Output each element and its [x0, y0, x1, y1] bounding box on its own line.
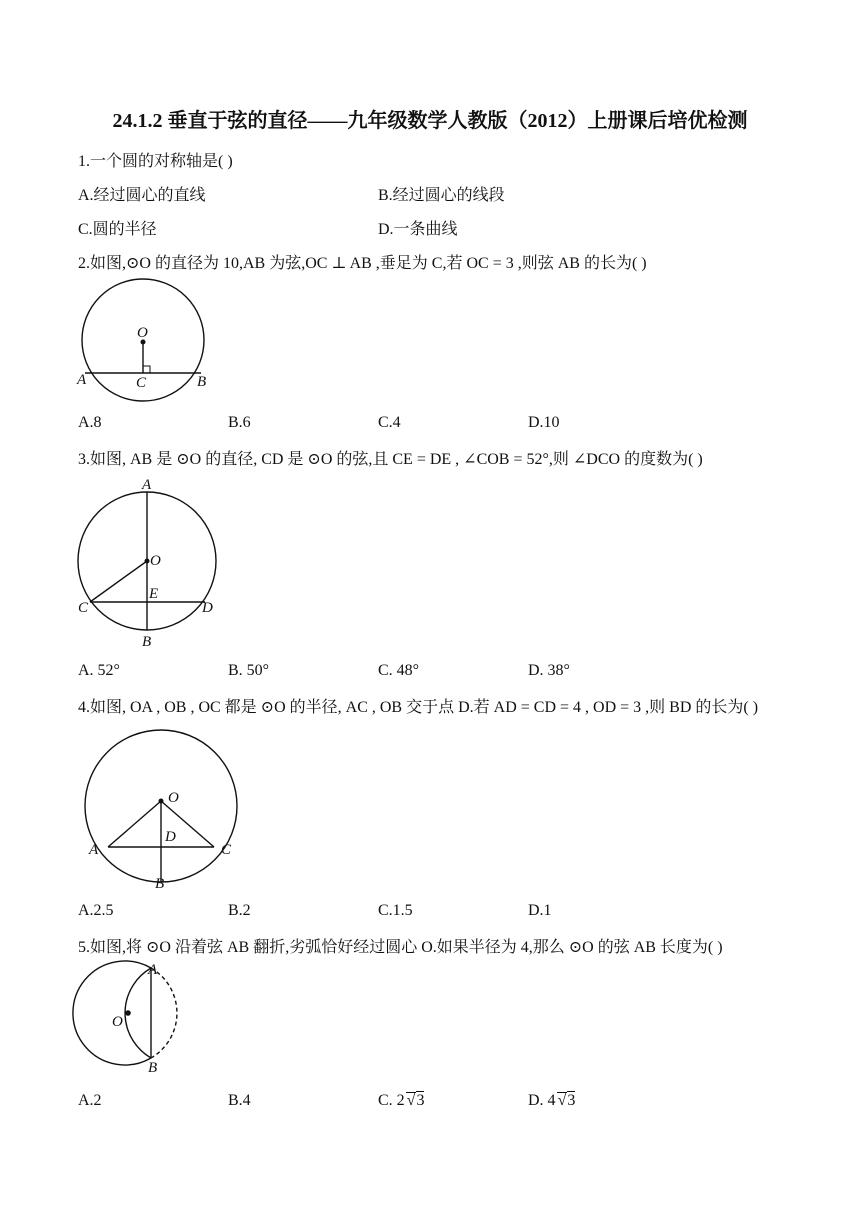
q2-option-d: D.10 — [528, 414, 560, 431]
q4-option-a: A.2.5 — [78, 902, 114, 919]
q1-option-d: D.一条曲线 — [378, 221, 458, 238]
question-5-stem: 5.如图,将 ⊙O 沿着弦 AB 翻折,劣弧恰好经过圆心 O.如果半径为 4,那么 ⊙O 的弦 AB 长度为( ) — [78, 939, 723, 956]
q5-minor-arc-dashed — [151, 968, 177, 1058]
q1-option-a: A.经过圆心的直线 — [78, 187, 206, 204]
q2-option-c: C.4 — [378, 414, 401, 431]
q5-option-d-radical: √ — [557, 1092, 567, 1109]
q2-label-a: A — [77, 372, 87, 388]
q3-option-a: A. 52° — [78, 662, 120, 679]
q2-label-o: O — [137, 325, 148, 341]
q3-option-d: D. 38° — [528, 662, 570, 679]
question-1-stem: 1.一个圆的对称轴是( ) — [78, 153, 233, 170]
q4-label-o: O — [168, 790, 179, 806]
q5-option-d-prefix: D. 4 — [528, 1092, 556, 1109]
q5-option-c-prefix: C. 2 — [378, 1092, 405, 1109]
q5-option-c — [378, 1092, 424, 1110]
q5-figure — [70, 962, 190, 1082]
q2-option-a: A.8 — [78, 414, 102, 431]
page-title: 24.1.2 垂直于弦的直径——九年级数学人教版（2012）上册课后培优检测 — [112, 110, 748, 132]
q3-center-dot — [145, 559, 150, 564]
q3-option-b: B. 50° — [228, 662, 270, 679]
q2-option-b: B.6 — [228, 414, 251, 431]
q3-label-o: O — [150, 553, 161, 569]
q2-figure — [70, 280, 220, 400]
q2-label-b: B — [197, 374, 207, 390]
q4-radius-oa — [108, 801, 161, 847]
q4-center-dot — [159, 799, 164, 804]
q4-label-a: A — [89, 842, 99, 858]
question-3-stem: 3.如图, AB 是 ⊙O 的直径, CD 是 ⊙O 的弦,且 CE = DE , ∠COB = 52°,则 ∠DCO 的度数为( ) — [78, 451, 703, 468]
q3-label-e: E — [149, 586, 159, 602]
q1-option-b: B.经过圆心的线段 — [378, 187, 505, 204]
q2-right-angle-mark — [143, 366, 150, 373]
q5-option-b: B.4 — [228, 1092, 251, 1109]
q2-label-c: C — [136, 375, 147, 391]
q3-option-c: C. 48° — [378, 662, 420, 679]
q3-label-b: B — [142, 634, 152, 650]
q4-option-c: C.1.5 — [378, 902, 413, 919]
question-2-stem: 2.如图,⊙O 的直径为 10,AB 为弦,OC ⊥ AB ,垂足为 C,若 OC = 3 ,则弦 AB 的长为( ) — [78, 255, 647, 272]
q3-label-d: D — [202, 600, 213, 616]
q3-figure — [70, 474, 230, 654]
q5-option-c-radicand: 3 — [416, 1092, 425, 1109]
q5-option-d — [528, 1092, 575, 1110]
q3-segment-co — [90, 561, 147, 602]
q1-option-c: C.圆的半径 — [78, 221, 157, 238]
q3-label-c: C — [78, 600, 89, 616]
q4-label-d: D — [165, 829, 176, 845]
q4-label-b: B — [155, 876, 165, 892]
q5-label-o: O — [112, 1014, 123, 1030]
q5-option-d-radicand: 3 — [567, 1092, 576, 1109]
q5-option-a: A.2 — [78, 1092, 102, 1109]
q4-option-d: D.1 — [528, 902, 552, 919]
q5-center-dot — [125, 1010, 131, 1016]
q5-option-c-radical: √ — [406, 1092, 416, 1109]
q5-label-b: B — [148, 1060, 158, 1076]
q4-label-c: C — [221, 842, 232, 858]
q3-label-a: A — [142, 477, 152, 493]
q4-figure — [80, 724, 250, 894]
question-4-stem: 4.如图, OA , OB , OC 都是 ⊙O 的半径, AC , OB 交于点 D.若 AD = CD = 4 , OD = 3 ,则 BD 的长为( ) — [78, 699, 759, 716]
q4-option-b: B.2 — [228, 902, 251, 919]
q5-label-a: A — [148, 962, 158, 978]
